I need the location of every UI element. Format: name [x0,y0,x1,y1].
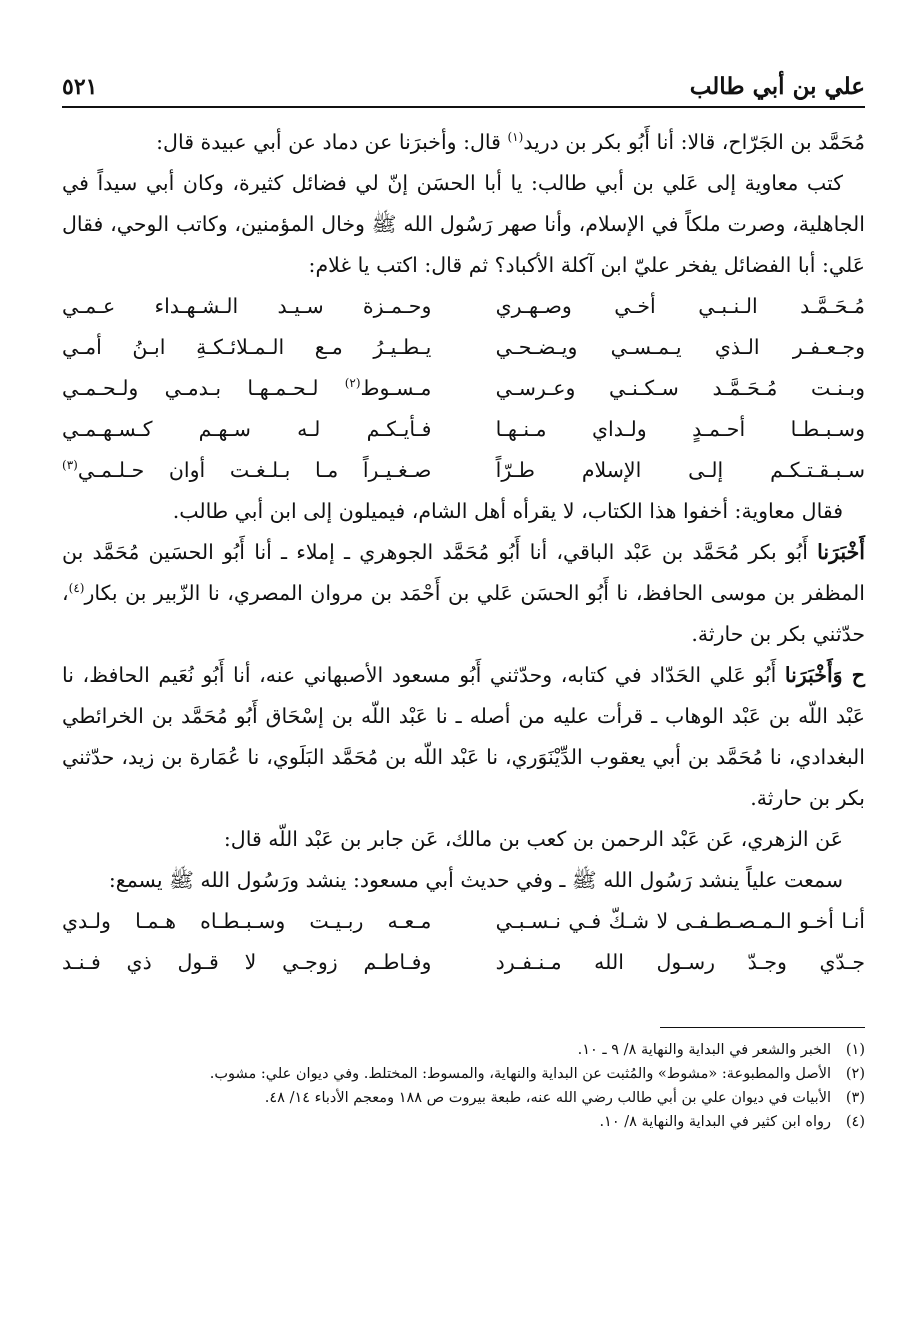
paragraph-letter: كتب معاوية إلى عَلي بن أبي طالب: يا أبا الحسَن إنّ لي فضائل كثيرة، وكان أبي سيداً في الجاهلية، وصرت ملكاً في الإسلام، وأنا صهر رَسُول الله ﷺ وخال المؤمنين، وكاتب الوحي، فقال عَلي: أبا الفضائل يفخر عليّ ابن آكلة الأكباد؟ ثم قال: اكتب يا غلام: [62,171,865,277]
footnote-text: رواه ابن كثير في البداية والنهاية ٨/ ١٠. [599,1114,831,1130]
footnote-text: الخبر والشعر في البداية والنهاية ٨/ ٩ ـ ١٠. [577,1042,831,1058]
verse-first-hemistich: وسـبـطـا أحـمـدٍ ولـداي مـنـهـا [495,417,865,441]
footnote-ref-4: (٤) [68,581,85,596]
poem-block-1 [62,286,865,491]
paragraph-hadith: سمعت علياً ينشد رَسُول الله ﷺ ـ وفي حديث أبي مسعود: ينشد ورَسُول الله ﷺ يسمع: [108,868,843,892]
page-number: ٥٢١ [62,74,98,100]
footnote-text: الأبيات في ديوان علي بن أبي طالب رضي الله عنه، طبعة بيروت ص ١٨٨ ومعجم الأدباء ١٤/ ٤٨. [264,1090,831,1106]
verse-line [62,901,865,942]
wa-akhbarana-lead: ح وَأَخْبَرَنا [784,663,865,687]
footnote-ref-2: (٢) [344,376,361,391]
footnotes [62,1038,865,1134]
verse-second-hemistich: يـطـيـرُ مـع الـمـلائـكـةِ ابـنُ أمـي [62,335,432,359]
verse-first-hemistich: وبـنـت مُـحَـمَّـد سـكـنـي وعـرسـي [495,376,865,400]
verse-first-hemistich: جـدّي وجـدّ رسـول الله مـنـفـرد [495,950,865,974]
verse-line [62,286,865,327]
header-rule [62,106,865,108]
paragraph-isnad-1: مُحَمَّد بن الجَرّاح، قالا: أنا أَبُو بكر بن دريد$^{(١)}$ قال: وأخبرَنا عن دماد عن أبي عبيدة قال: [156,130,865,154]
footnote-text: الأصل والمطبوعة: «مشوط» والمُثبت عن البداية والنهاية، والمسوط: المختلط. وفي ديوان علي: مشوب. [209,1066,831,1082]
footnote-number: (٢) [845,1066,865,1082]
page-header [62,62,865,100]
paragraph-isnad-3: ح وَأَخْبَرَنا أَبُو عَلي الحَدّاد في كتابه، وحدّثني أَبُو مسعود الأصبهاني عنه، أنا أَبُو نُعَيم الحافظ، نا عَبْد اللّه بن عَبْد الوهاب ـ قرأت عليه من أصله ـ نا عَبْد اللّه بن إسْحَاق أَبُو مُحَمَّد بن الخرائطي البغدادي، نا مُحَمَّد بن أبي يعقوب الدِّيْنَوَري، نا عَبْد اللّه بن مُحَمَّد البَلَوي، نا عُمَارة بن زيد، حدّثني بكر بن حارثة. [62,663,865,810]
poem-block-2 [62,901,865,983]
footnote [62,1062,865,1086]
verse-line [62,327,865,368]
footnote [62,1038,865,1062]
footnote [62,1086,865,1110]
footnote-number: (٣) [845,1090,865,1106]
verse-line [62,942,865,983]
akhbarana-lead: أَخْبَرَنا [817,540,865,564]
footnote-number: (٤) [845,1114,865,1130]
verse-line [62,368,865,409]
footnote-number: (١) [845,1042,865,1058]
verse-second-hemistich: مـعـه ربـيـت وسـبـطـاه هـمـا ولـدي [62,909,432,933]
verse-second-hemistich: فـأيـكـم لـه سـهـم كـسـهـمـي [62,417,432,441]
verse-second-hemistich: مـسـوط$^{(٢)}$ لـحـمـهـا بـدمـي ولـحـمـي [62,376,432,400]
verse-line [62,409,865,450]
verse-first-hemistich: مُـحَـمَّـد الـنـبـي أخـي وصـهـري [495,294,865,318]
verse-first-hemistich: وجـعـفـر الـذي يـمـسـي ويـضـحـي [495,335,865,359]
footnote-separator [660,1027,865,1028]
running-title: علي بن أبي طالب [689,73,865,100]
verse-first-hemistich: سـبـقـتـكـم إلـى الإسلام طـرّاً [495,458,865,482]
paragraph-isnad-4: عَن الزهري، عَن عَبْد الرحمن بن كعب بن مالك، عَن جابر بن عَبْد اللّه قال: [223,827,843,851]
paragraph-isnad-2: أَخْبَرَنا أَبُو بكر مُحَمَّد بن عَبْد الباقي، أنا أَبُو مُحَمَّد الجوهري ـ إملاء ـ أنا أَبُو الحسَين مُحَمَّد بن المظفر بن موسى الحافظ، نا أَبُو الحسَن عَلي بن أَحْمَد بن مروان المصري، نا الزّبير بن بكار$^{(٤)}$، حدّثني بكر بن حارثة. [62,540,865,646]
verse-second-hemistich: صـغـيـراً مـا بـلـغـت أوان حـلـمـي$^{(٣)}$ [62,458,432,482]
footnote-ref-3: (٣) [62,458,78,473]
verse-line [62,450,865,491]
footnote [62,1110,865,1134]
verse-second-hemistich: وحـمـزة سـيـد الـشـهـداء عـمـي [62,294,432,318]
paragraph-muawiya-reply: فقال معاوية: أخفوا هذا الكتاب، لا يقرأه أهل الشام، فيميلون إلى ابن أبي طالب. [172,499,843,523]
footnote-ref-1: (١) [507,130,524,145]
verse-first-hemistich: أنـا أخـو الـمـصـطـفـى لا شـكّ فـي نـسـبـي [495,909,865,933]
verse-second-hemistich: وفـاطـم زوجـي لا قـول ذي فـنـد [62,950,432,974]
